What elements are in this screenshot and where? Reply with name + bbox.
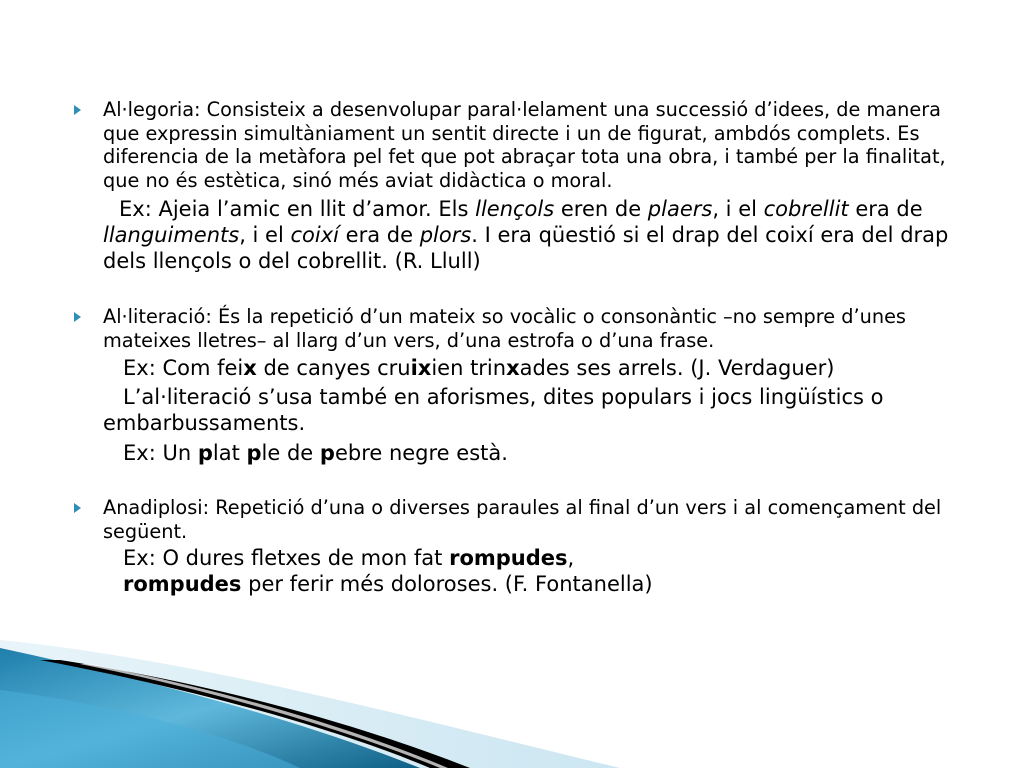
term-label: Al·literació [103,305,206,328]
example-text: , i el [712,197,764,221]
arrow-bullet-icon [74,503,81,513]
example-bold: rompudes [449,546,568,570]
example-text: . I era qüestió si el drap del coixí era del drap dels llençols o del cobrellit. (R. Llull) [103,223,949,273]
alliteracio-note: L’al·literació s’usa també en aforismes, dites populars i jocs lingüístics o embarbussaments. [103,385,884,435]
example-bold: p [319,441,335,465]
example-bold: ix [410,356,432,380]
term-label: Anadiplosi: [103,496,210,519]
example-text: Ex: O dures fletxes de mon fat [123,546,450,570]
example-text: Ex: Ajeia l’amic en llit d’amor. Els [119,197,476,221]
slide-content [72,98,972,597]
list-item-allegoria [72,98,972,274]
list-item-anadiplosi [72,496,972,597]
example-bold: p [197,441,213,465]
definition-text: Repetició d’una o diverses paraules al final d’un vers i al començament del següent. [103,496,942,543]
example-text: de canyes cru [256,356,411,380]
example-italic: llanguiments [103,223,240,247]
example-text: lat [212,441,247,465]
example-text: era de [848,197,923,221]
example-text: era de [338,223,420,247]
allegoria-example [103,196,972,274]
example-italic: cobrellit [763,197,849,221]
example-text: Ex: Com fei [123,356,244,380]
example-text: per ferir més doloroses. (F. Fontanella) [241,572,653,596]
alliteracio-definition [103,305,972,352]
example-bold: x [243,356,257,380]
example-text: Ex: Un [123,441,198,465]
alliteracio-example-1 [103,355,972,381]
anadiplosi-example-line-1 [103,545,972,571]
example-italic: plors [419,223,472,247]
example-italic: coixí [290,223,339,247]
definition-text: Consisteix a desenvolupar paral·lelament una successió d’idees, de manera que expressin simultàniament un sentit directe i un de figurat, ambdós complets. Es diferencia de la metàfora pel fet que pot abraçar tota una obra, i també per la finalitat, que no és estètica, sinó més aviat didàctica o moral. [103,98,946,192]
example-text: ien trin [431,356,507,380]
example-italic: llençols [475,197,555,221]
example-bold: x [506,356,520,380]
allegoria-definition [103,98,972,192]
example-text: , i el [239,223,291,247]
example-bold: p [246,441,262,465]
example-bold: rompudes [123,572,242,596]
arrow-bullet-icon [74,312,81,322]
list-item-alliteracio [72,305,972,466]
example-text: ebre negre està. [334,441,508,465]
anadiplosi-example-line-2 [103,571,972,597]
anadiplosi-definition [103,496,972,543]
definition-text: : És la repetició d’un mateix so vocàlic o consonàntic –no sempre d’unes mateixes lletres– al llarg d’un vers, d’una estrofa o d’una frase. [103,305,906,352]
example-text: ades ses arrels. (J. Verdaguer) [519,356,835,380]
example-text: , [567,546,575,570]
alliteracio-example-2 [103,440,972,466]
term-label: Al·legoria: [103,98,201,121]
example-text: le de [261,441,320,465]
arrow-bullet-icon [74,105,81,115]
example-italic: plaers [647,197,713,221]
example-text: eren de [554,197,648,221]
